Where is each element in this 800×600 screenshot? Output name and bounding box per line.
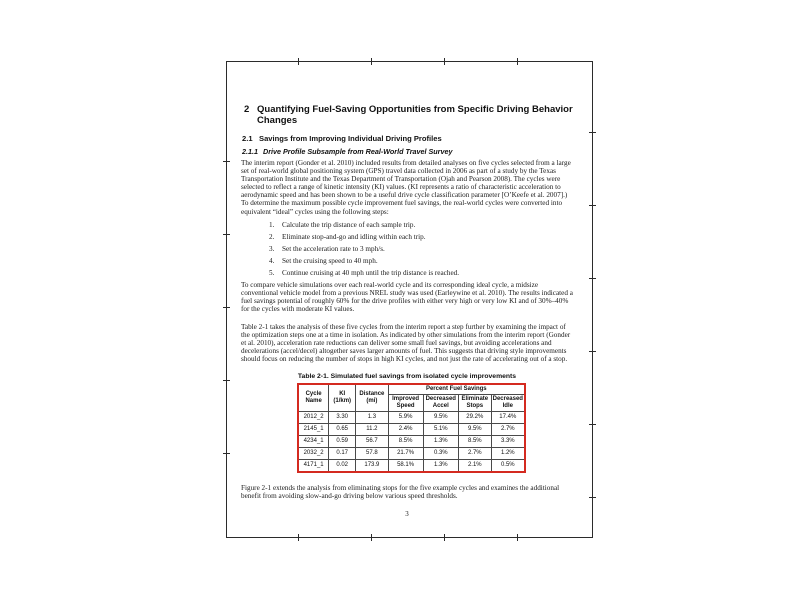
cell-improved-speed: 21.7% (388, 447, 423, 459)
list-item (269, 269, 573, 277)
crop-mark (223, 307, 230, 308)
cell-distance: 173.9 (356, 459, 388, 472)
list-item (269, 245, 573, 253)
cell-eliminate-stops: 8.5% (458, 435, 491, 447)
section-number: 2 (244, 104, 250, 115)
cell-improved-speed: 8.5% (388, 435, 423, 447)
crop-mark (371, 58, 372, 65)
table-row (298, 411, 525, 423)
crop-mark (589, 205, 596, 206)
crop-mark (298, 58, 299, 65)
list-item (269, 233, 573, 241)
report-page (226, 61, 593, 538)
subsubsection-title: Drive Profile Subsample from Real-World Travel Survey (263, 147, 453, 156)
page-content (241, 104, 573, 518)
crop-mark (223, 161, 230, 162)
table-row (298, 435, 525, 447)
cell-cycle-name: 2032_2 (298, 447, 329, 459)
subsubsection-number: 2.1.1 (242, 147, 258, 156)
cell-decreased-accel: 1.3% (423, 459, 458, 472)
crop-mark (589, 424, 596, 425)
crop-mark (223, 234, 230, 235)
crop-mark (298, 534, 299, 541)
crop-mark (517, 534, 518, 541)
list-item-number: 5. (269, 269, 275, 278)
col-header-ki: KI (1/km) (329, 384, 356, 412)
list-item-number: 1. (269, 220, 275, 229)
table-row (298, 423, 525, 435)
paragraph-intro: The interim report (Gonder et al. 2010) included results from detailed analyses on five cycles selected from a large set of real-world global positioning system (GPS) travel data collected in 2006 as part of a study by the Texas Transportation Institute and the Texas Department of Transportation (Ojah and Pearson 2008). The cycles were selected to reflect a range of kinetic intensity (KI) values. (KI represents a ratio of characteristic acceleration to aerodynamic speed and has been shown to be a useful drive cycle classification parameter [O’Keefe et al. 2007].) To determine the maximum possible cycle improvement fuel savings, the real-world cycles were converted into equivalent “ideal” cycles using the following steps: (241, 159, 571, 216)
cell-eliminate-stops: 9.5% (458, 423, 491, 435)
cell-cycle-name: 2145_1 (298, 423, 329, 435)
col-header-eliminate-stops: Eliminate Stops (458, 394, 491, 411)
subsubsection-heading (242, 147, 573, 156)
cell-decreased-idle: 17.4% (491, 411, 525, 423)
cell-ki: 0.65 (329, 423, 356, 435)
cell-cycle-name: 4234_1 (298, 435, 329, 447)
crop-mark (371, 534, 372, 541)
paragraph-table-discussion: Table 2-1 takes the analysis of these five cycles from the interim report a step further by examining the impact of the optimization steps one at a time in isolation. As indicated by other simulations from the interim report (Gonder et al. 2010), acceleration rate reductions can deliver some small fuel savings, but avoiding accelerations and decelerations (accel/decel) altogether saves larger amounts of fuel. This suggests that driving style improvements should focus on reducing the number of stops in high KI cycles, and not just the rate of accelerating out of a stop. (241, 322, 571, 363)
subsection-title: Savings from Improving Individual Driving Profiles (259, 134, 442, 143)
table-highlight-frame (297, 383, 526, 473)
cell-distance: 11.2 (356, 423, 388, 435)
cell-ki: 0.59 (329, 435, 356, 447)
cell-improved-speed: 2.4% (388, 423, 423, 435)
fuel-savings-table (297, 383, 526, 473)
list-item-number: 2. (269, 232, 275, 241)
table-row (298, 459, 525, 472)
col-header-cycle-name: Cycle Name (298, 384, 329, 412)
cell-eliminate-stops: 2.7% (458, 447, 491, 459)
cell-decreased-accel: 0.3% (423, 447, 458, 459)
page-number: 3 (405, 510, 409, 519)
cell-decreased-accel: 9.5% (423, 411, 458, 423)
cell-improved-speed: 5.9% (388, 411, 423, 423)
list-item (269, 257, 573, 265)
subsection-heading (242, 134, 573, 143)
paragraph-simulation: To compare vehicle simulations over each real-world cycle and its corresponding ideal cycle, a midsize conventional vehicle model from a previous NREL study was used (Earleywine et al. 2010). The results indicated a fuel savings potential of roughly 60% for the drive profiles with either very high or very low KI and of 30%–40% for the cycles with moderate KI values. (241, 281, 573, 314)
col-header-distance: Distance (mi) (356, 384, 388, 412)
cell-distance: 1.3 (356, 411, 388, 423)
cell-decreased-accel: 5.1% (423, 423, 458, 435)
col-header-improved-speed: Improved Speed (388, 394, 423, 411)
table-row (298, 447, 525, 459)
list-item-text: Eliminate stop-and-go and idling within each trip. (282, 232, 426, 241)
list-item-text: Set the acceleration rate to 3 mph/s. (282, 244, 385, 253)
cell-distance: 56.7 (356, 435, 388, 447)
list-item-text: Set the cruising speed to 40 mph. (282, 256, 378, 265)
cell-decreased-idle: 2.7% (491, 423, 525, 435)
table-caption: Table 2-1. Simulated fuel savings from isolated cycle improvements (297, 372, 517, 380)
list-item-text: Continue cruising at 40 mph until the trip distance is reached. (282, 269, 460, 278)
cell-decreased-idle: 3.3% (491, 435, 525, 447)
crop-mark (589, 497, 596, 498)
crop-mark (517, 58, 518, 65)
cell-cycle-name: 2012_2 (298, 411, 329, 423)
list-item-text: Calculate the trip distance of each sample trip. (282, 220, 416, 229)
section-title: Quantifying Fuel-Saving Opportunities from Specific Driving Behavior Changes (257, 104, 573, 126)
ideal-cycle-steps-list (269, 221, 573, 277)
cell-improved-speed: 58.1% (388, 459, 423, 472)
cell-eliminate-stops: 29.2% (458, 411, 491, 423)
crop-mark (444, 58, 445, 65)
paragraph-figure-intro: Figure 2-1 extends the analysis from eliminating stops for the five example cycles and examines the additional benefit from avoiding slow-and-go driving below various speed thresholds. (241, 483, 560, 501)
subsection-number: 2.1 (242, 134, 253, 143)
crop-mark (444, 534, 445, 541)
cell-decreased-accel: 1.3% (423, 435, 458, 447)
cell-ki: 0.17 (329, 447, 356, 459)
cell-ki: 3.30 (329, 411, 356, 423)
section-heading (244, 104, 573, 126)
crop-mark (223, 380, 230, 381)
col-header-decreased-accel: Decreased Accel (423, 394, 458, 411)
crop-mark (589, 351, 596, 352)
crop-mark (589, 132, 596, 133)
list-item (269, 221, 573, 229)
crop-mark (589, 278, 596, 279)
cell-eliminate-stops: 2.1% (458, 459, 491, 472)
crop-mark (223, 453, 230, 454)
cell-decreased-idle: 1.2% (491, 447, 525, 459)
cell-ki: 0.02 (329, 459, 356, 472)
cell-distance: 57.8 (356, 447, 388, 459)
cell-decreased-idle: 0.5% (491, 459, 525, 472)
cell-cycle-name: 4171_1 (298, 459, 329, 472)
col-group-header-percent-fuel-savings: Percent Fuel Savings (388, 384, 525, 395)
col-header-decreased-idle: Decreased Idle (491, 394, 525, 411)
list-item-number: 4. (269, 256, 275, 265)
list-item-number: 3. (269, 244, 275, 253)
